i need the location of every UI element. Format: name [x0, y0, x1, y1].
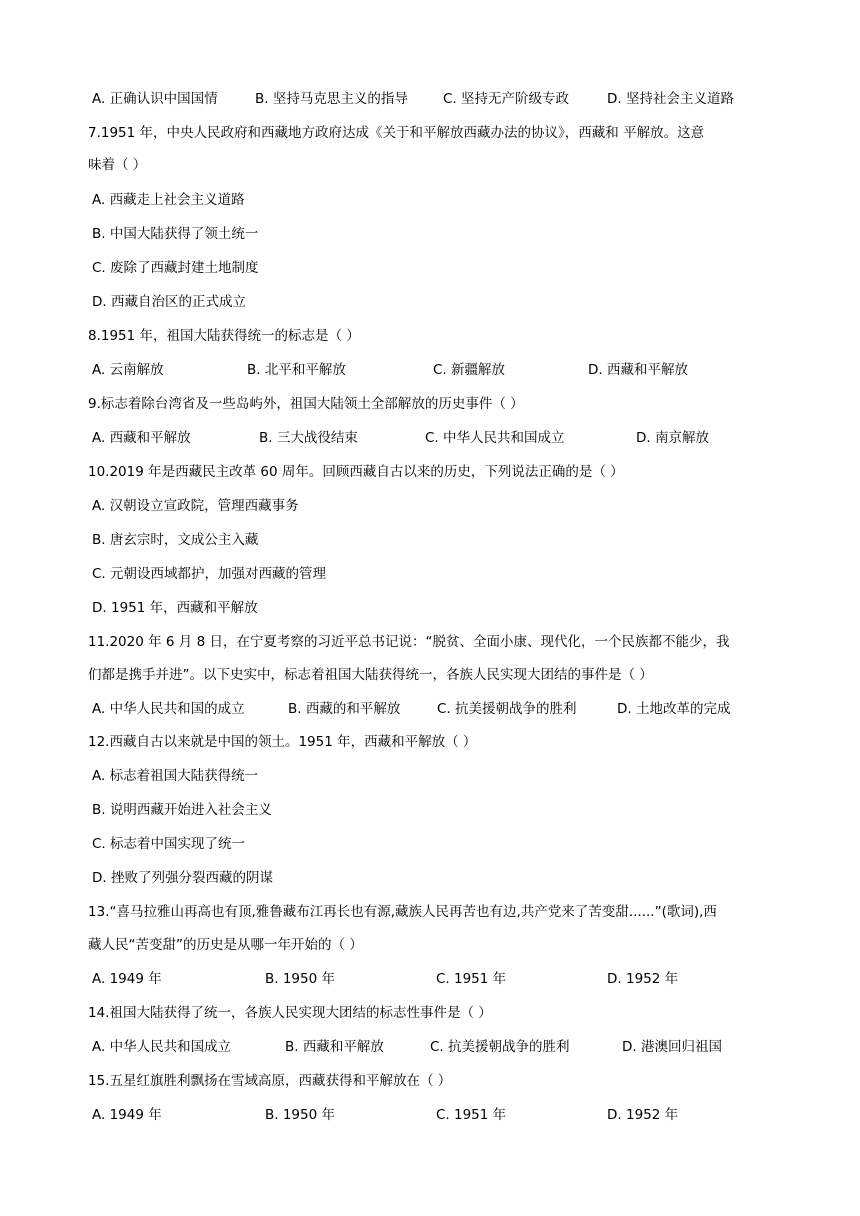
q7-option-d: D. 西藏自治区的正式成立 — [92, 294, 246, 310]
q6-option-d: D. 坚持社会主义道路 — [607, 91, 734, 107]
q14-option-c: C. 抗美援朝战争的胜利 — [430, 1039, 570, 1055]
q13-option-c: C. 1951 年 — [436, 971, 507, 987]
q15-option-a: A. 1949 年 — [92, 1107, 162, 1123]
q13-option-a: A. 1949 年 — [92, 971, 162, 987]
q14-option-a: A. 中华人民共和国成立 — [92, 1039, 232, 1055]
q15-stem: 15.五星红旗胜利飘扬在雪域高原，西藏获得和平解放在（ ） — [88, 1073, 452, 1089]
q14-stem: 14.祖国大陆获得了统一，各族人民实现大团结的标志性事件是（ ） — [88, 1005, 492, 1021]
q9-options — [92, 428, 772, 448]
q10-option-d: D. 1951 年，西藏和平解放 — [92, 600, 258, 616]
q11-option-d: D. 土地改革的完成 — [617, 701, 731, 717]
q11-stem-line1: 11.2020 年 6 月 8 日，在宁夏考察的习近平总书记说：“脱贫、全面小康、现代化，一个民族都不能少，我 — [88, 634, 730, 650]
q7-stem-line1: 7.1951 年，中央人民政府和西藏地方政府达成《关于和平解放西藏办法的协议》，西藏和 平解放。这意 — [88, 125, 705, 141]
q9-option-d: D. 南京解放 — [636, 430, 709, 446]
q7-stem-line2: 味着（ ） — [88, 157, 147, 173]
q6-option-a: A. 正确认识中国国情 — [92, 91, 218, 107]
q7-option-c: C. 废除了西藏封建土地制度 — [92, 260, 259, 276]
q7-option-a: A. 西藏走上社会主义道路 — [92, 192, 245, 208]
q9-option-c: C. 中华人民共和国成立 — [425, 430, 565, 446]
q11-stem-line2: 们都是携手并进”。以下史实中，标志着祖国大陆获得统一，各族人民实现大团结的事件是（ ） — [88, 667, 653, 683]
q15-options — [92, 1105, 772, 1125]
q8-option-b: B. 北平和平解放 — [247, 362, 346, 378]
q13-stem-line2: 藏人民“苦变甜”的历史是从哪一年开始的（ ） — [88, 937, 363, 953]
q14-options — [92, 1037, 772, 1057]
q6-option-b: B. 坚持马克思主义的指导 — [255, 91, 408, 107]
q9-stem: 9.标志着除台湾省及一些岛屿外，祖国大陆领土全部解放的历史事件（ ） — [88, 396, 524, 412]
q12-option-a: A. 标志着祖国大陆获得统一 — [92, 768, 259, 784]
q13-option-d: D. 1952 年 — [607, 971, 679, 987]
q11-option-b: B. 西藏的和平解放 — [288, 701, 401, 717]
q12-option-d: D. 挫败了列强分裂西藏的阴谋 — [92, 870, 273, 886]
q7-option-b: B. 中国大陆获得了领土统一 — [92, 226, 259, 242]
q11-option-c: C. 抗美援朝战争的胜利 — [437, 701, 577, 717]
q6-options — [92, 89, 772, 109]
q10-option-c: C. 元朝设西域都护，加强对西藏的管理 — [92, 566, 327, 582]
q15-option-c: C. 1951 年 — [436, 1107, 507, 1123]
q11-options — [92, 699, 772, 719]
q10-option-b: B. 唐玄宗时，文成公主入藏 — [92, 532, 259, 548]
q12-option-b: B. 说明西藏开始进入社会主义 — [92, 802, 272, 818]
q8-option-d: D. 西藏和平解放 — [588, 362, 688, 378]
q8-option-c: C. 新疆解放 — [433, 362, 506, 378]
q14-option-d: D. 港澳回归祖国 — [622, 1039, 722, 1055]
q10-option-a: A. 汉朝设立宣政院，管理西藏事务 — [92, 498, 299, 514]
q6-option-c: C. 坚持无产阶级专政 — [443, 91, 570, 107]
q13-option-b: B. 1950 年 — [265, 971, 335, 987]
q14-option-b: B. 西藏和平解放 — [285, 1039, 384, 1055]
q15-option-d: D. 1952 年 — [607, 1107, 679, 1123]
q12-stem: 12.西藏自古以来就是中国的领土。1951 年，西藏和平解放（ ） — [88, 734, 477, 750]
q13-stem-line1: 13.“喜马拉雅山再高也有顶,雅鲁藏布江再长也有源,藏族人民再苦也有边,共产党来了苦变甜......”(歌词),西 — [88, 904, 717, 920]
q8-options — [92, 360, 772, 380]
q13-options — [92, 969, 772, 989]
q9-option-a: A. 西藏和平解放 — [92, 430, 191, 446]
q11-option-a: A. 中华人民共和国的成立 — [92, 701, 245, 717]
q8-option-a: A. 云南解放 — [92, 362, 164, 378]
q12-option-c: C. 标志着中国实现了统一 — [92, 836, 246, 852]
q9-option-b: B. 三大战役结束 — [259, 430, 358, 446]
q10-stem: 10.2019 年是西藏民主改革 60 周年。回顾西藏自古以来的历史，下列说法正确的是（ ） — [88, 464, 624, 480]
q15-option-b: B. 1950 年 — [265, 1107, 335, 1123]
q8-stem: 8.1951 年，祖国大陆获得统一的标志是（ ） — [88, 328, 360, 344]
